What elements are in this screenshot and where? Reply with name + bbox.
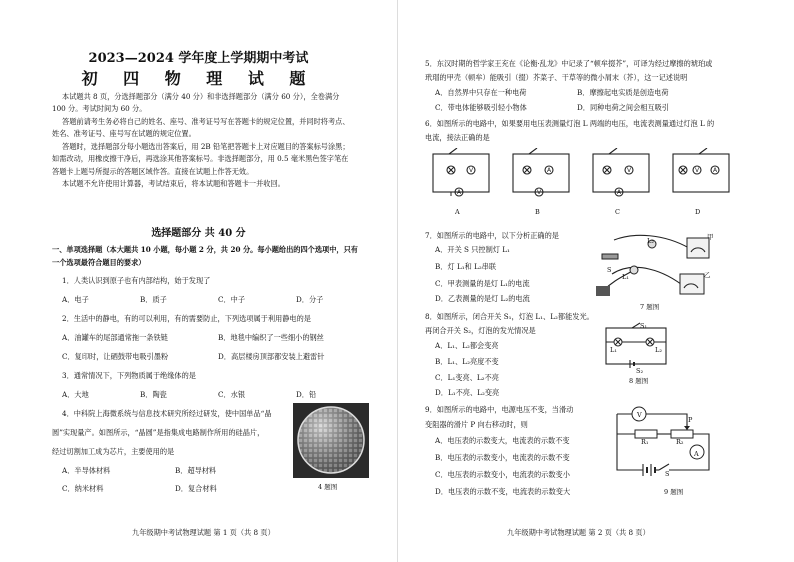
q3-option: B．陶瓷 bbox=[140, 390, 167, 399]
q7-option: C．甲表测量的是灯 L₁的电流 bbox=[435, 279, 530, 288]
part-one-heading: 一个选项最符合题目的要求） bbox=[52, 258, 146, 267]
q9-label: S bbox=[665, 470, 670, 478]
exam-page-2 bbox=[397, 0, 794, 562]
q9-label: A bbox=[694, 450, 699, 458]
q6-circuit-diagrams bbox=[429, 148, 749, 204]
q1-option: D．分子 bbox=[296, 295, 324, 304]
exam-title: 2023—2024 学年度上学期期中考试 bbox=[88, 51, 309, 66]
exam-subject: 初 四 物 理 试 题 bbox=[81, 69, 316, 88]
q7-label: 乙 bbox=[704, 271, 711, 279]
q9-stem: 9．如图所示的电路中，电源电压不变，当滑动 bbox=[425, 405, 574, 414]
svg-text:A: A bbox=[457, 189, 462, 196]
q8-label: S₂ bbox=[636, 367, 644, 375]
q3-option: C．水银 bbox=[218, 390, 246, 399]
instruction-line: 姓名、准考证号、座号写在试题的规定位置。 bbox=[52, 129, 196, 138]
q4-stem: 4．中科院上海微系统与信息技术研究所经过研发，使中国单品“晶 bbox=[62, 409, 272, 418]
q9-option: C．电压表的示数变小，电流表的示数变小 bbox=[435, 470, 570, 479]
q6-circuit-b bbox=[513, 148, 569, 196]
q4-option: D．复合材料 bbox=[175, 484, 217, 493]
q8-option: C．L₁变亮、L₂不亮 bbox=[435, 373, 499, 382]
q6-circuit-c bbox=[593, 148, 649, 196]
q8-stem: 8．如图所示，闭合开关 S₁，灯泡 L₁、L₂都能发光。 bbox=[425, 312, 594, 321]
q3-stem: 3．通常情况下，下列物质属于绝缘体的是 bbox=[62, 371, 196, 380]
q8-label: L₂ bbox=[655, 346, 662, 354]
q5-option: A．自然界中只存在一种电荷 bbox=[435, 88, 527, 97]
q5-stem: 玳瑁的甲壳（顿牟）能吸引（掇）芥菜子、干草等的微小屑末（芥），这一记述说明 bbox=[425, 73, 688, 82]
q6-stem: 电流，接法正确的是 bbox=[425, 133, 490, 142]
q9-option: A．电压表的示数变大，电流表的示数不变 bbox=[435, 436, 570, 445]
q2-option: B．地毯中编织了一些细小的钢丝 bbox=[218, 333, 324, 342]
q6-option-letter: A bbox=[455, 208, 460, 216]
q7-figure-caption: 7 题图 bbox=[640, 303, 660, 311]
instruction-line: 答题时，选择题部分每小题选出答案后，用 2B 铅笔把答题卡上对应题目的答案标号涂黑； bbox=[62, 142, 350, 151]
q5-stem: 5．东汉时期的哲学家王充在《论衡·乱龙》中记录了“顿牟掇芥”，可译为经过摩擦的琥珀或 bbox=[425, 59, 713, 68]
q9-label: R₁ bbox=[641, 438, 649, 446]
q4-option: A．半导体材料 bbox=[62, 466, 111, 475]
wafer-photo bbox=[293, 403, 369, 478]
svg-text:V: V bbox=[695, 167, 700, 174]
svg-text:V: V bbox=[469, 167, 474, 174]
q5-option: C．带电体能够吸引轻小物体 bbox=[435, 103, 527, 112]
q3-option: A．大地 bbox=[62, 390, 89, 399]
q4-option: C．纳米材料 bbox=[62, 484, 104, 493]
q4-figure-caption: 4 题图 bbox=[318, 483, 338, 491]
q3-option: D．铅 bbox=[296, 390, 317, 399]
q7-apparatus-figure bbox=[594, 230, 714, 300]
part-one-heading: 一、单项选择题（本大题共 10 小题，每小题 2 分，共 20 分。每小题给出的四个选项中，只有 bbox=[52, 245, 358, 254]
instruction-line: 100 分。考试时间为 60 分。 bbox=[52, 104, 147, 113]
q4-stem: 圆”实现量产。如图所示，“晶圆”是指集成电路制作所用的硅晶片， bbox=[52, 428, 265, 437]
q8-stem: 再闭合开关 S₂，灯泡的发光情况是 bbox=[425, 326, 536, 335]
q2-option: A．油罐车的尾部通常拖一条铁链 bbox=[62, 333, 168, 342]
instruction-line: 答题卡上题号所提示的答题区域作答。直接在试题上作答无效。 bbox=[52, 167, 254, 176]
q9-label: R₂ bbox=[676, 438, 684, 446]
page-footer: 九年级期中考试物理试题 第 1 页（共 8 页） bbox=[132, 528, 275, 537]
q8-figure-caption: 8 题图 bbox=[629, 377, 649, 385]
q8-label: L₁ bbox=[610, 346, 617, 354]
q7-stem: 7．如图所示的电路中，以下分析正确的是 bbox=[425, 231, 559, 240]
q9-circuit-diagram bbox=[607, 404, 717, 480]
instruction-line: 答题前请考生务必将自己的姓名、座号、准考证号写在答题卡的规定位置，并同时将考点、 bbox=[62, 117, 350, 126]
q2-option: C．复印时，让硒鼓带电吸引墨粉 bbox=[62, 352, 169, 361]
svg-text:V: V bbox=[537, 189, 542, 196]
q6-circuit-d bbox=[673, 148, 729, 192]
q6-option-letter: C bbox=[615, 208, 620, 216]
q1-option: A．电子 bbox=[62, 295, 89, 304]
q7-label: L₁ bbox=[622, 273, 629, 281]
q6-option-letter: B bbox=[535, 208, 540, 216]
q9-option: D．电压表的示数不变，电流表的示数变大 bbox=[435, 487, 571, 496]
q7-option: D．乙表测量的是灯 L₂的电流 bbox=[435, 294, 530, 303]
q7-label: L₂ bbox=[647, 237, 654, 245]
q7-label: S bbox=[607, 266, 612, 274]
instruction-line: 本试题共 8 页，分选择题部分（满分 40 分）和非选择题部分（满分 60 分），全卷满分 bbox=[62, 92, 340, 101]
q8-option: A．L₁、L₂都会变亮 bbox=[435, 341, 499, 350]
q6-circuit-a bbox=[433, 148, 489, 196]
svg-text:V: V bbox=[627, 167, 632, 174]
q9-stem: 变阻器的滑片 P 向右移动时，则 bbox=[425, 420, 528, 429]
q1-option: B．质子 bbox=[140, 295, 167, 304]
q7-label: 甲 bbox=[707, 233, 714, 241]
q5-option: B．摩擦起电实质是创造电荷 bbox=[577, 88, 669, 97]
svg-text:A: A bbox=[713, 167, 718, 174]
q2-stem: 2．生活中的静电，有的可以利用，有的需要防止，下列选项属于利用静电的是 bbox=[62, 314, 311, 323]
q7-option: A．开关 S 只控制灯 L₁ bbox=[435, 245, 510, 254]
q7-option: B．灯 L₁和 L₂串联 bbox=[435, 262, 497, 271]
q6-option-letter: D bbox=[695, 208, 701, 216]
q9-option: B．电压表的示数变小，电流表的示数不变 bbox=[435, 453, 570, 462]
svg-text:A: A bbox=[617, 189, 622, 196]
q8-label: S₁ bbox=[640, 322, 648, 330]
section-title: 选择题部分 共 40 分 bbox=[151, 228, 246, 239]
q1-option: C．中子 bbox=[218, 295, 246, 304]
q8-option: D．L₁不亮、L₂变亮 bbox=[435, 388, 500, 397]
instruction-line: 如需改动，用橡皮擦干净后，再选涂其他答案标号。非选择题部分，用 0.5 毫米黑色签字笔在 bbox=[52, 154, 349, 163]
q5-option: D．同种电荷之间会相互吸引 bbox=[577, 103, 670, 112]
q4-stem: 经过切割加工成为芯片，主要使用的是 bbox=[52, 447, 175, 456]
q9-label: P bbox=[688, 416, 693, 424]
instruction-line: 本试题不允许使用计算器，考试结束后，将本试题和答题卡一并收回。 bbox=[62, 179, 285, 188]
q9-label: V bbox=[637, 411, 642, 419]
q1-stem: 1．人类认识到原子也有内部结构，始于发现了 bbox=[62, 276, 211, 285]
q4-option: B．超导材料 bbox=[175, 466, 217, 475]
svg-text:A: A bbox=[547, 167, 552, 174]
q2-option: D．高层楼房顶部都安装上避雷针 bbox=[218, 352, 325, 361]
q9-figure-caption: 9 题图 bbox=[664, 488, 684, 496]
q6-stem: 6．如图所示的电路中，如果要用电压表测量灯泡 L 两端的电压，电流表测量通过灯泡 L 的 bbox=[425, 119, 715, 128]
page-footer: 九年级期中考试物理试题 第 2 页（共 8 页） bbox=[507, 528, 650, 537]
q8-option: B．L₁、L₂亮度不变 bbox=[435, 357, 499, 366]
